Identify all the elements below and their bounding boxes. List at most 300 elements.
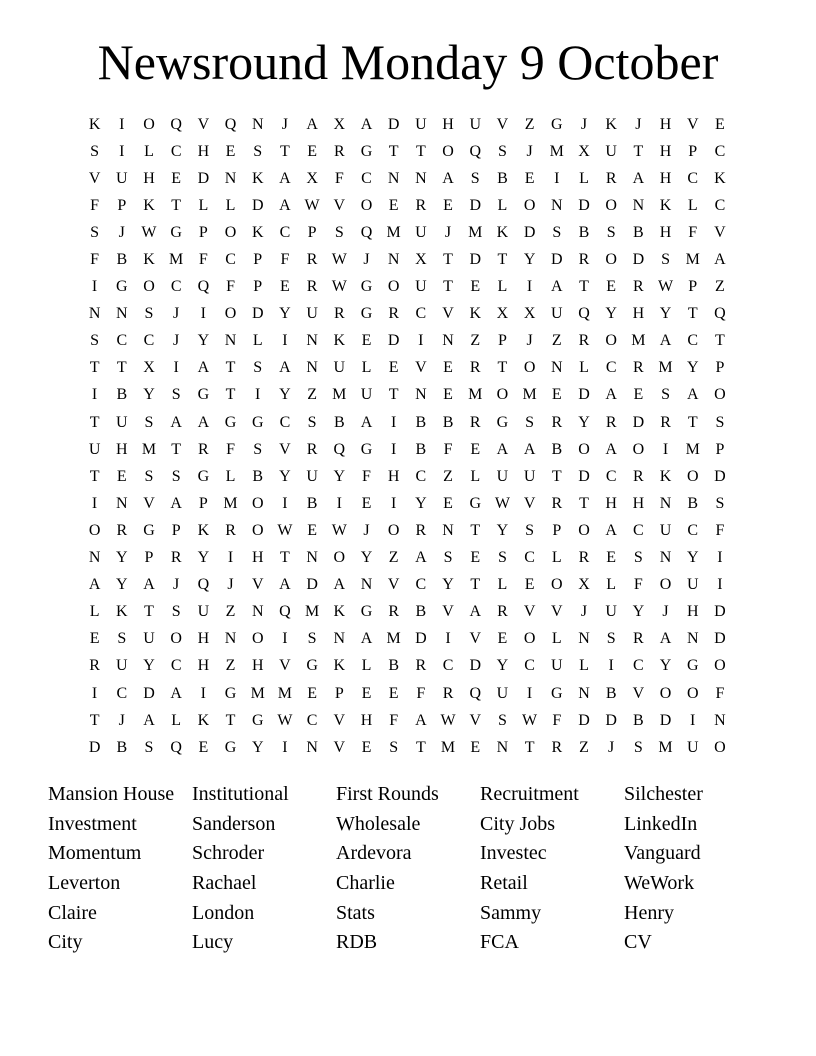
grid-letter: P [552,521,562,539]
grid-letter: A [88,576,101,594]
grid-letter: F [362,467,371,485]
grid-letter: I [91,494,98,512]
word-item: Charlie [336,872,395,895]
grid-letter: I [717,549,723,567]
grid-letter: K [116,603,128,621]
grid-letter: N [578,684,590,702]
grid-letter: D [551,251,563,269]
grid-letter: I [418,332,424,350]
grid-letter: A [659,630,672,648]
grid-letter: U [333,359,346,377]
grid-row [81,653,734,680]
grid-letter: T [171,196,182,214]
grid-letter: H [659,223,672,241]
grid-letter: H [632,305,645,323]
grid-letter: K [496,223,509,241]
grid-letter: C [714,142,726,160]
grid-letter: O [387,278,400,296]
grid-letter: M [631,332,646,350]
grid-letter: P [198,223,208,241]
grid-letter: C [687,169,699,187]
grid-letter: N [116,305,128,323]
grid-letter: Y [686,549,699,567]
grid-letter: M [685,251,700,269]
grid-letter: R [633,359,644,377]
grid-letter: W [331,251,347,269]
grid-letter: A [686,386,699,404]
grid-letter: V [523,603,536,621]
grid-letter: A [170,494,182,512]
word-search-grid [81,111,734,761]
grid-letter: Y [279,467,291,485]
grid-letter: X [523,305,536,323]
grid-letter: G [224,684,237,702]
grid-letter: S [90,142,100,160]
grid-letter: O [523,630,536,648]
grid-letter: A [360,115,373,133]
grid-letter: U [551,657,563,675]
word-item: Silchester [624,783,703,805]
grid-letter: R [633,467,644,485]
grid-letter: J [281,115,289,133]
grid-letter: V [523,494,536,512]
grid-letter: R [198,440,209,458]
grid-letter: B [497,169,508,187]
grid-letter: J [526,332,533,350]
grid-letter: U [686,576,699,594]
grid-letter: L [497,196,508,214]
grid-letter: M [468,386,483,404]
grid-letter: A [170,413,182,431]
grid-letter: Z [524,115,535,133]
grid-letter: J [173,576,180,594]
grid-letter: I [526,278,533,296]
grid-letter: B [415,413,427,431]
grid-row [81,274,734,301]
grid-row [81,409,734,436]
grid-letter: T [280,142,290,160]
grid-letter: O [143,278,155,296]
grid-letter: A [306,115,318,133]
grid-letter: Z [551,332,562,350]
grid-letter: T [470,576,481,594]
grid-letter: D [469,251,481,269]
grid-letter: H [387,467,400,485]
grid-letter: U [143,630,155,648]
grid-letter: O [333,549,346,567]
grid-letter: S [497,711,507,729]
grid-letter: E [524,576,535,594]
grid-letter: F [90,196,100,214]
grid-letter: Z [225,657,236,675]
grid-letter: F [688,223,698,241]
word-list-column [624,780,768,958]
grid-letter: Z [715,278,725,296]
grid-letter: D [659,711,672,729]
grid-letter: I [662,440,669,458]
grid-letter: I [390,440,397,458]
grid-letter: E [307,684,317,702]
grid-letter: D [415,630,427,648]
grid-letter: H [143,169,155,187]
grid-letter: Y [496,657,509,675]
grid-letter: S [525,413,535,431]
grid-letter: V [442,305,454,323]
grid-letter: T [497,359,508,377]
grid-letter: E [171,169,182,187]
grid-letter: T [225,359,236,377]
grid-letter: P [688,278,698,296]
grid-letter: A [143,576,155,594]
grid-letter: P [688,142,698,160]
grid-letter: S [661,386,670,404]
grid-letter: Y [197,332,210,350]
grid-letter: W [304,196,320,214]
grid-letter: W [331,521,347,539]
grid-letter: B [333,413,345,431]
grid-letter: F [633,576,643,594]
word-item: Momentum [48,842,142,865]
grid-letter: K [605,115,617,133]
grid-letter: Q [333,440,346,458]
grid-row [81,111,734,138]
grid-letter: I [227,549,234,567]
grid-letter: O [714,657,726,675]
grid-letter: I [390,494,397,512]
grid-letter: S [443,549,453,567]
grid-letter: D [714,630,726,648]
grid-letter: P [715,440,725,458]
grid-letter: K [197,711,210,729]
grid-letter: I [173,359,179,377]
grid-letter: A [279,196,291,214]
grid-letter: R [442,684,454,702]
grid-letter: R [497,603,508,621]
grid-letter: O [686,684,699,702]
grid-letter: V [143,494,155,512]
grid-letter: S [144,738,154,756]
word-item: Ardevora [336,842,412,865]
grid-letter: G [197,386,210,404]
grid-letter: E [225,142,236,160]
grid-letter: O [224,305,237,323]
grid-letter: O [578,521,590,539]
grid-letter: N [224,169,237,187]
grid-letter: S [661,251,670,269]
grid-letter: T [579,494,589,512]
grid-letter: C [524,657,535,675]
grid-letter: T [89,711,100,729]
grid-letter: S [253,142,263,160]
grid-letter: I [336,494,342,512]
grid-letter: F [280,251,290,269]
grid-letter: O [659,576,672,594]
grid-letter: D [88,738,101,756]
grid-letter: P [171,521,181,539]
grid-letter: C [279,413,291,431]
word-item: Sammy [480,901,542,924]
grid-letter: Y [116,549,128,567]
grid-letter: P [497,332,507,350]
grid-letter: E [606,278,617,296]
grid-letter: N [551,196,563,214]
grid-letter: I [608,657,614,675]
grid-letter: L [606,576,617,594]
grid-letter: M [468,223,483,241]
word-item: Retail [480,872,528,895]
grid-letter: H [251,657,264,675]
grid-letter: D [578,711,590,729]
grid-letter: M [658,738,673,756]
grid-letter: U [415,115,427,133]
grid-letter: Y [279,386,291,404]
grid-letter: S [307,630,317,648]
grid-letter: N [306,332,318,350]
grid-letter: M [277,684,293,702]
grid-letter: C [442,657,454,675]
grid-letter: V [469,711,481,729]
grid-letter: B [442,413,454,431]
word-item: First Rounds [336,783,439,805]
grid-letter: O [686,467,699,485]
grid-letter: N [686,630,699,648]
grid-letter: V [469,630,481,648]
grid-letter: M [141,440,157,458]
grid-letter: R [89,657,100,675]
grid-row [81,707,734,734]
grid-letter: M [440,738,456,756]
grid-letter: E [470,738,481,756]
grid-letter: Q [469,142,481,160]
word-item: Stats [336,901,375,924]
grid-letter: O [170,630,182,648]
grid-letter: P [334,684,344,702]
grid-letter: D [578,196,590,214]
grid-letter: M [386,630,401,648]
grid-letter: Y [279,305,291,323]
grid-letter: R [551,738,563,756]
grid-letter: R [578,251,590,269]
grid-letter: J [608,738,615,756]
grid-letter: L [551,549,562,567]
grid-letter: S [633,549,643,567]
word-list-column [336,780,480,958]
grid-letter: S [497,142,507,160]
word-list-column [192,780,336,958]
grid-letter: D [469,196,481,214]
grid-letter: A [279,576,291,594]
grid-letter: N [714,711,726,729]
grid-letter: R [469,413,481,431]
grid-letter: U [605,603,617,621]
grid-letter: D [714,467,726,485]
grid-letter: L [579,169,589,187]
grid-letter: J [580,603,588,621]
grid-letter: T [443,251,453,269]
grid-letter: E [633,386,644,404]
grid-row [81,517,734,544]
grid-letter: A [279,359,291,377]
grid-letter: Q [170,115,182,133]
grid-letter: O [496,386,509,404]
grid-letter: N [387,169,400,187]
grid-letter: G [251,711,264,729]
grid-letter: G [360,142,373,160]
grid-letter: D [306,576,318,594]
grid-letter: I [119,142,125,160]
grid-letter: E [307,521,317,539]
grid-letter: E [89,630,100,648]
grid-letter: I [282,332,288,350]
grid-letter: I [282,738,288,756]
grid-letter: C [306,711,318,729]
grid-letter: M [223,494,238,512]
grid-row [81,463,734,490]
grid-letter: K [143,251,155,269]
grid-letter: H [659,115,672,133]
grid-letter: V [333,196,346,214]
grid-letter: G [360,278,373,296]
grid-letter: O [251,494,264,512]
word-item: RDB [336,931,378,954]
word-item: LinkedIn [624,812,698,835]
grid-letter: M [685,440,700,458]
grid-letter: J [173,332,180,350]
grid-letter: R [388,603,399,621]
grid-letter: V [442,603,454,621]
grid-letter: T [524,738,535,756]
grid-letter: B [415,603,427,621]
grid-letter: S [144,305,154,323]
grid-letter: A [279,169,291,187]
grid-letter: O [578,440,590,458]
grid-letter: N [578,630,590,648]
grid-letter: M [658,359,673,377]
grid-letter: U [197,603,210,621]
grid-letter: T [89,467,100,485]
grid-letter: B [116,738,128,756]
grid-letter: T [579,278,589,296]
grid-letter: Z [225,603,236,621]
grid-letter: O [523,196,536,214]
grid-letter: L [361,359,372,377]
grid-letter: M [169,251,184,269]
grid-letter: N [251,115,264,133]
grid-letter: F [389,711,399,729]
grid-letter: G [170,223,182,241]
grid-letter: R [633,630,644,648]
grid-letter: I [445,630,451,648]
grid-letter: F [198,251,208,269]
grid-letter: I [91,386,98,404]
grid-letter: K [333,657,346,675]
grid-letter: C [415,576,427,594]
grid-letter: K [88,115,101,133]
grid-row [81,219,734,246]
grid-letter: W [494,494,510,512]
grid-letter: T [715,332,725,350]
grid-letter: S [497,549,507,567]
grid-letter: S [90,332,100,350]
grid-letter: E [443,494,453,512]
word-item: Institutional [192,783,289,805]
grid-letter: N [415,386,427,404]
grid-letter: D [387,332,400,350]
puzzle-title: Newsround Monday 9 October [97,34,719,90]
grid-letter: O [551,576,563,594]
grid-letter: R [415,657,427,675]
grid-letter: S [552,223,562,241]
grid-letter: V [496,115,509,133]
grid-letter: U [116,413,128,431]
grid-letter: S [715,494,725,512]
grid-letter: O [251,521,264,539]
grid-letter: H [686,603,699,621]
grid-letter: F [90,251,100,269]
grid-letter: B [551,440,563,458]
grid-letter: F [226,278,235,296]
grid-letter: G [551,684,563,702]
grid-letter: O [387,521,400,539]
grid-letter: M [386,223,401,241]
grid-letter: T [144,603,154,621]
grid-letter: B [687,494,699,512]
grid-letter: A [360,630,373,648]
grid-letter: R [578,549,590,567]
grid-letter: S [253,359,263,377]
grid-letter: J [526,142,533,160]
grid-letter: Y [360,549,373,567]
grid-letter: R [170,549,182,567]
grid-letter: Q [360,223,373,241]
grid-letter: N [306,738,318,756]
grid-letter: J [363,251,370,269]
grid-row [81,572,734,599]
grid-letter: H [197,142,210,160]
grid-letter: N [224,630,237,648]
grid-letter: D [469,657,481,675]
grid-letter: T [633,142,644,160]
grid-row [81,355,734,382]
grid-letter: E [470,440,481,458]
grid-letter: Y [143,657,155,675]
grid-letter: J [444,223,452,241]
grid-letter: O [442,142,454,160]
grid-letter: H [197,657,210,675]
grid-letter: L [171,711,182,729]
grid-letter: W [277,521,293,539]
grid-letter: A [714,251,726,269]
grid-letter: J [580,115,588,133]
grid-letter: X [333,115,346,133]
grid-letter: H [442,115,454,133]
grid-letter: N [306,549,318,567]
grid-letter: L [225,467,236,485]
grid-letter: E [497,630,508,648]
grid-letter: I [717,576,723,594]
grid-letter: W [141,223,157,241]
grid-letter: O [523,359,536,377]
grid-row [81,599,734,626]
grid-row [81,382,734,409]
grid-letter: G [197,467,210,485]
grid-letter: U [496,467,509,485]
grid-letter: A [415,549,427,567]
grid-letter: Y [197,549,210,567]
grid-letter: Y [659,657,672,675]
grid-letter: Q [469,684,481,702]
grid-letter: A [197,413,210,431]
